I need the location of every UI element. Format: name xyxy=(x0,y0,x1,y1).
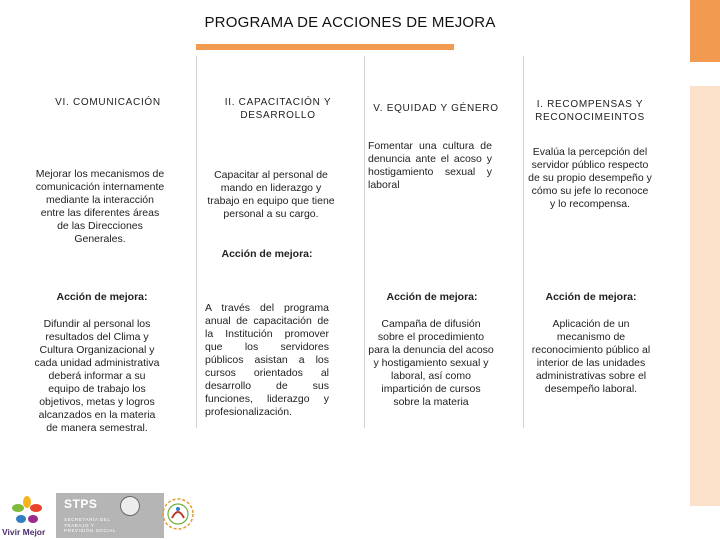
column-divider xyxy=(364,56,365,428)
title-underline xyxy=(196,44,454,50)
accion-text-equidad: Campaña de difusión sobre el procedimiento para la denuncia del acoso y hostigamiento sexual y laboral, así como impartición de cursos sobre la materia xyxy=(368,318,494,408)
column-description-capacitacion: Capacitar al personal de mando en liderazgo y trabajo en equipo que tiene personal a su cargo. xyxy=(207,169,335,220)
column-heading-comunicacion: VI. COMUNICACIÓN xyxy=(55,97,161,108)
accion-text-comunicacion: Difundir al personal los resultados del Clima y Cultura Organizacional y cada unidad administrativa deberá informar a su equipo de trabajo los objetivos, metas y logros alcanzados en la materia de manera semestral. xyxy=(34,318,160,434)
accion-text-recompensas: Aplicación de un mecanismo de reconocimiento público al interior de las unidades administrativas sobre el desempeño laboral. xyxy=(531,318,651,395)
column-heading-capacitacion: II. CAPACITACIÓN Y DESARROLLO xyxy=(224,97,332,121)
side-strip-light xyxy=(690,86,720,506)
column-description-equidad: Fomentar una cultura de denuncia ante el acoso y hostigamiento sexual y laboral xyxy=(368,140,492,191)
accion-text-capacitacion: A través del programa anual de capacitación de la Institución promover que los servidores públicos asistan a los cursos orientados al desarrollo de sus funciones, liderazgo y profesionalización. xyxy=(205,302,329,418)
decorative-side-strip xyxy=(690,0,720,540)
vivir-mejor-flower-icon xyxy=(10,496,44,526)
vivir-mejor-logo-text: Vivir Mejor xyxy=(2,527,46,537)
column-divider xyxy=(196,56,197,428)
column-heading-equidad: V. EQUIDAD Y GÉNERO xyxy=(373,103,499,114)
stps-logo-subtitle: SECRETARÍA DEL TRABAJO Y PREVISIÓN SOCIAL xyxy=(64,517,116,533)
column-description-recompensas: Evalúa la percepción del servidor público respecto de su propio desempeño y cómo su jefe lo reconoce y lo recompensa. xyxy=(528,146,652,210)
column-divider xyxy=(523,56,524,428)
side-strip-gap xyxy=(690,62,720,86)
column-description-comunicacion: Mejorar los mecanismos de comunicación internamente mediante la interacción entre las diferentes áreas de las Direcciones Generales. xyxy=(35,168,165,245)
accion-label-equidad: Acción de mejora: xyxy=(386,291,478,303)
national-seal-icon xyxy=(120,496,140,516)
page-title: PROGRAMA DE ACCIONES DE MEJORA xyxy=(204,14,496,31)
stps-logo-text: STPS xyxy=(64,497,98,511)
accion-label-comunicacion: Acción de mejora: xyxy=(56,291,148,303)
institutional-circle-logo-icon xyxy=(160,496,196,532)
side-strip-orange xyxy=(690,0,720,62)
side-strip-bottom xyxy=(690,506,720,540)
column-heading-recompensas: I. RECOMPENSAS Y RECONOCIMEINTOS xyxy=(535,99,645,123)
accion-label-recompensas: Acción de mejora: xyxy=(545,291,637,303)
accion-label-capacitacion: Acción de mejora: xyxy=(221,248,313,260)
